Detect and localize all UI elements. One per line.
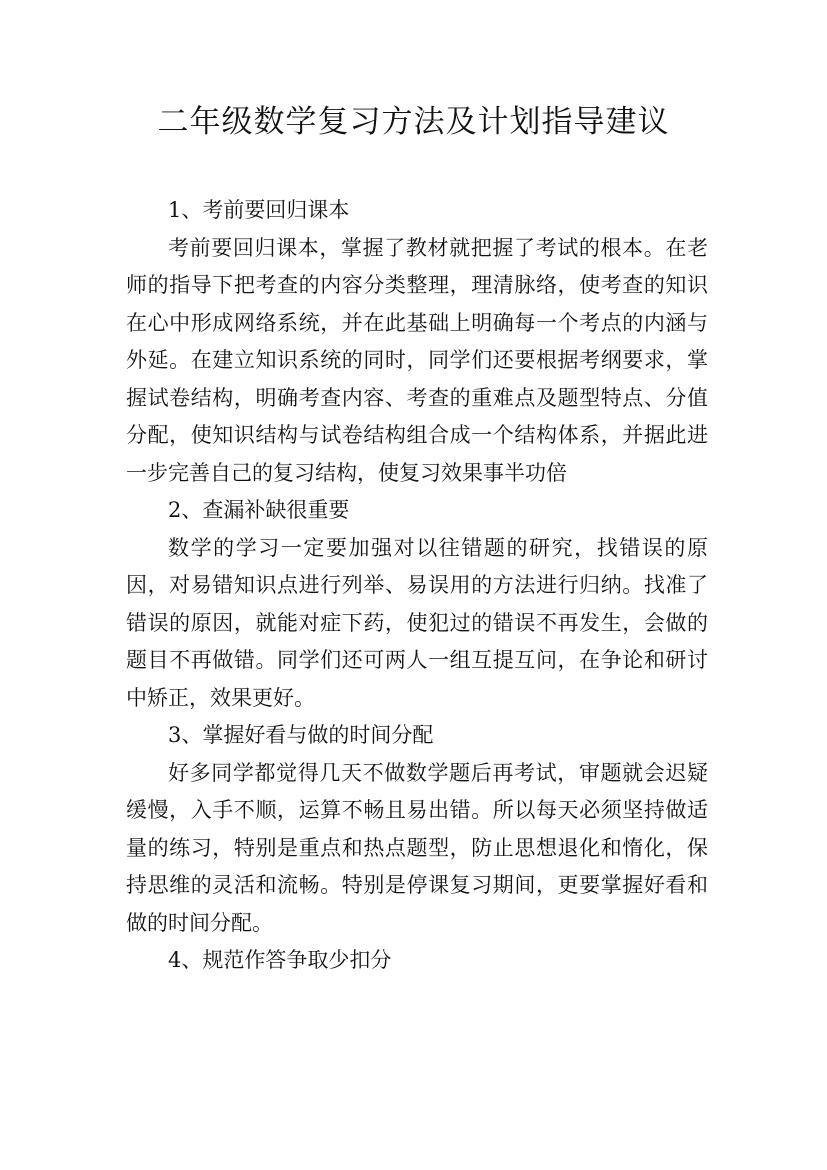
section-paragraph-3: 好多同学都觉得几天不做数学题后再考试，审题就会迟疑缓慢，入手不顺，运算不畅且易出错。所以每天必须坚持做适量的练习，特别是重点和热点题型，防止思想退化和惰化，保持思维的灵活和流畅。特别是停课复习期间，更要掌握好看和做的时间分配。 [126, 760, 708, 935]
section-heading-3: 3、掌握好看与做的时间分配 [168, 723, 434, 747]
section-heading-1: 1、考前要回归课本 [168, 198, 350, 222]
section-heading-2: 2、查漏补缺很重要 [168, 498, 350, 522]
section-heading-4: 4、规范作答争取少扣分 [168, 948, 392, 972]
section-paragraph-1: 考前要回归课本，掌握了教材就把握了考试的根本。在老师的指导下把考查的内容分类整理，理清脉络，使考查的知识在心中形成网络系统，并在此基础上明确每一个考点的内涵与外延。在建立知识系统的同时，同学们还要根据考纲要求，掌握试卷结构，明确考查内容、考查的重难点及题型特点、分值分配，使知识结构与试卷结构组合成一个结构体系，并据此进一步完善自己的复习结构，使复习效果事半功倍 [126, 235, 708, 485]
document-body [126, 192, 708, 980]
document-title: 二年级数学复习方法及计划指导建议 [157, 104, 670, 140]
section-paragraph-2: 数学的学习一定要加强对以往错题的研究，找错误的原因，对易错知识点进行列举、易误用的方法进行归纳。找准了错误的原因，就能对症下药，使犯过的错误不再发生，会做的题目不再做错。同学们还可两人一组互提互问，在争论和研讨中矫正，效果更好。 [126, 535, 708, 710]
